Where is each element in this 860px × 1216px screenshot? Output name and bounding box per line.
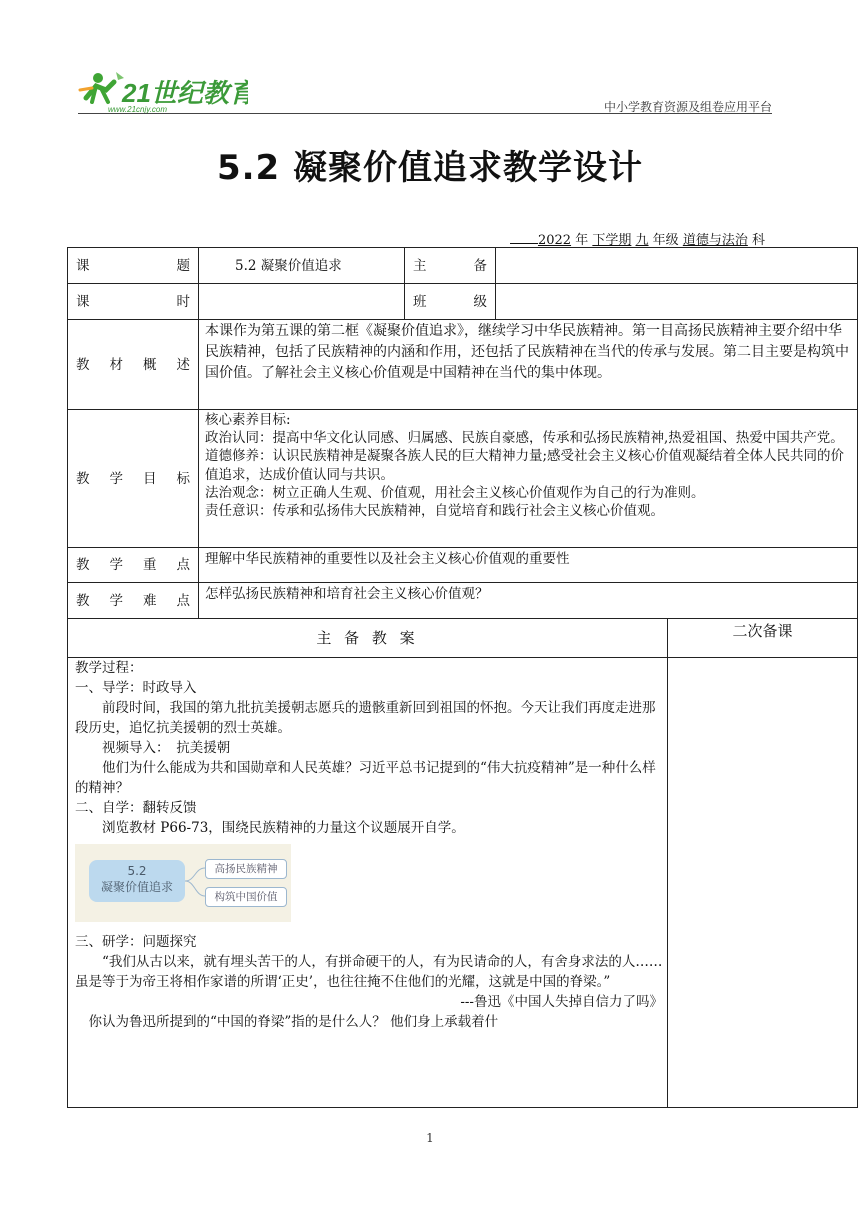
svg-text:www.21cnjy.com: www.21cnjy.com	[108, 105, 167, 114]
lesson-plan-table	[67, 247, 858, 1108]
grade-suffix: 年级	[652, 233, 679, 248]
goals-label: 教 学 目 标	[68, 410, 199, 548]
second-prep-cell	[668, 658, 858, 1108]
term: 下学期	[592, 233, 632, 248]
period-value	[199, 284, 405, 320]
mindmap-center-line: 凝聚价值追求	[100, 880, 173, 894]
process-cell	[68, 658, 668, 1108]
section-title: 三、研学：问题探究	[75, 934, 197, 950]
difficulty-label: 教 学 难 点	[68, 583, 199, 619]
difficulty-text: 怎样弘扬民族精神和培育社会主义核心价值观？	[199, 583, 858, 619]
mindmap-center	[89, 860, 185, 902]
course-info-line	[510, 229, 765, 248]
quote: “我们从古以来，就有埋头苦干的人，有拼命硬干的人，有为民请命的人，有舍身求法的人……虽是等于为帝王将相作家谱的所谓‘正史’，也往往掩不住他们的光耀，这就是中国的脊梁。”	[75, 954, 663, 990]
site-tagline: 中小学教育资源及组卷应用平台	[603, 100, 772, 114]
lead-teacher-label: 主 备	[405, 248, 496, 284]
focus-label: 教 学 重 点	[68, 548, 199, 583]
row-process	[68, 658, 858, 1108]
mindmap-node: 高扬民族精神	[205, 859, 287, 879]
paragraph: 他们为什么能成为共和国勋章和人民英雄？习近平总书记提到的“伟大抗疫精神”是一种什么样的精神？	[75, 760, 656, 796]
mindmap-node: 构筑中国价值	[205, 887, 287, 907]
row-plan-headers	[68, 619, 858, 658]
process-heading: 教学过程：	[75, 660, 143, 676]
section-title: 二、自学：翻转反馈	[75, 800, 197, 816]
overview-text: 本课作为第五课的第二框《凝聚价值追求》，继续学习中华民族精神。第一目高扬民族精神主要介绍中华民族精神，包括了民族精神的内涵和作用，还包括了民族精神在当代的传承与发展。第二目主要是构筑中国价值。了解社会主义核心价值观是中国精神在当代的集中体现。	[199, 320, 858, 410]
overview-label: 教 材 概 述	[68, 320, 199, 410]
period-label: 课 时	[68, 284, 199, 320]
goals-line: 核心素养目标:	[205, 412, 291, 428]
row-period	[68, 284, 858, 320]
lead-teacher-value	[496, 248, 858, 284]
row-topic	[68, 248, 858, 284]
paragraph: 视频导入： 抗美援朝	[102, 740, 231, 756]
row-overview	[68, 320, 858, 410]
goals-line: 法治观念：树立正确人生观、价值观，用社会主义核心价值观作为自己的行为准则。	[205, 484, 705, 501]
main-plan-header: 主 备 教 案	[68, 619, 668, 658]
goals-line: 道德修养：认识民族精神是凝聚各族人民的巨大精神力量;感受社会主义核心价值观凝结着全体人民共同的价值追求，达成价值认同与共识。	[205, 448, 845, 483]
quote-source: ---鲁迅《中国人失掉自信力了吗》	[460, 994, 663, 1010]
class-label: 班 级	[405, 284, 496, 320]
logo	[78, 68, 248, 114]
runner-logo-icon	[78, 68, 248, 114]
grade: 九	[635, 233, 649, 248]
question: 你认为鲁迅所提到的“中国的脊梁”指的是什么人？ 他们身上承载着什	[88, 1014, 499, 1030]
svg-text:21世纪教育: 21世纪教育	[122, 78, 248, 108]
paragraph: 前段时间，我国的第九批抗美援朝志愿兵的遗骸重新回到祖国的怀抱。今天让我们再度走进那段历史，追忆抗美援朝的烈士英雄。	[75, 700, 656, 736]
year-suffix: 年	[575, 233, 589, 248]
topic-value: 5.2 凝聚价值追求	[199, 248, 405, 284]
paragraph: 浏览教材 P66-73，围绕民族精神的力量这个议题展开自学。	[102, 820, 465, 836]
header-divider	[78, 113, 772, 114]
subject-suffix: 科	[751, 233, 765, 248]
page-title: 5.2 凝聚价值追求教学设计	[216, 148, 644, 188]
second-prep-header: 二次备课	[668, 619, 858, 658]
row-difficulty	[68, 583, 858, 619]
goals-line: 责任意识：传承和弘扬伟大民族精神，自觉培育和践行社会主义核心价值观。	[205, 503, 664, 520]
goals-cell	[199, 410, 858, 548]
section-title: 一、导学：时政导入	[75, 680, 197, 696]
row-goals	[68, 410, 858, 548]
class-value	[496, 284, 858, 320]
mindmap-image	[75, 844, 291, 922]
topic-label: 课 题	[68, 248, 199, 284]
goals-line: 政治认同：提高中华文化认同感、归属感、民族自豪感，传承和弘扬民族精神,热爱祖国、热爱中国共产党。	[205, 430, 844, 447]
page-number: 1	[426, 1131, 434, 1145]
focus-text: 理解中华民族精神的重要性以及社会主义核心价值观的重要性	[199, 548, 858, 583]
subject: 道德与法治	[682, 233, 748, 248]
mindmap-center-line: 5.2	[127, 864, 147, 878]
row-focus	[68, 548, 858, 583]
year: 2022	[537, 233, 572, 248]
